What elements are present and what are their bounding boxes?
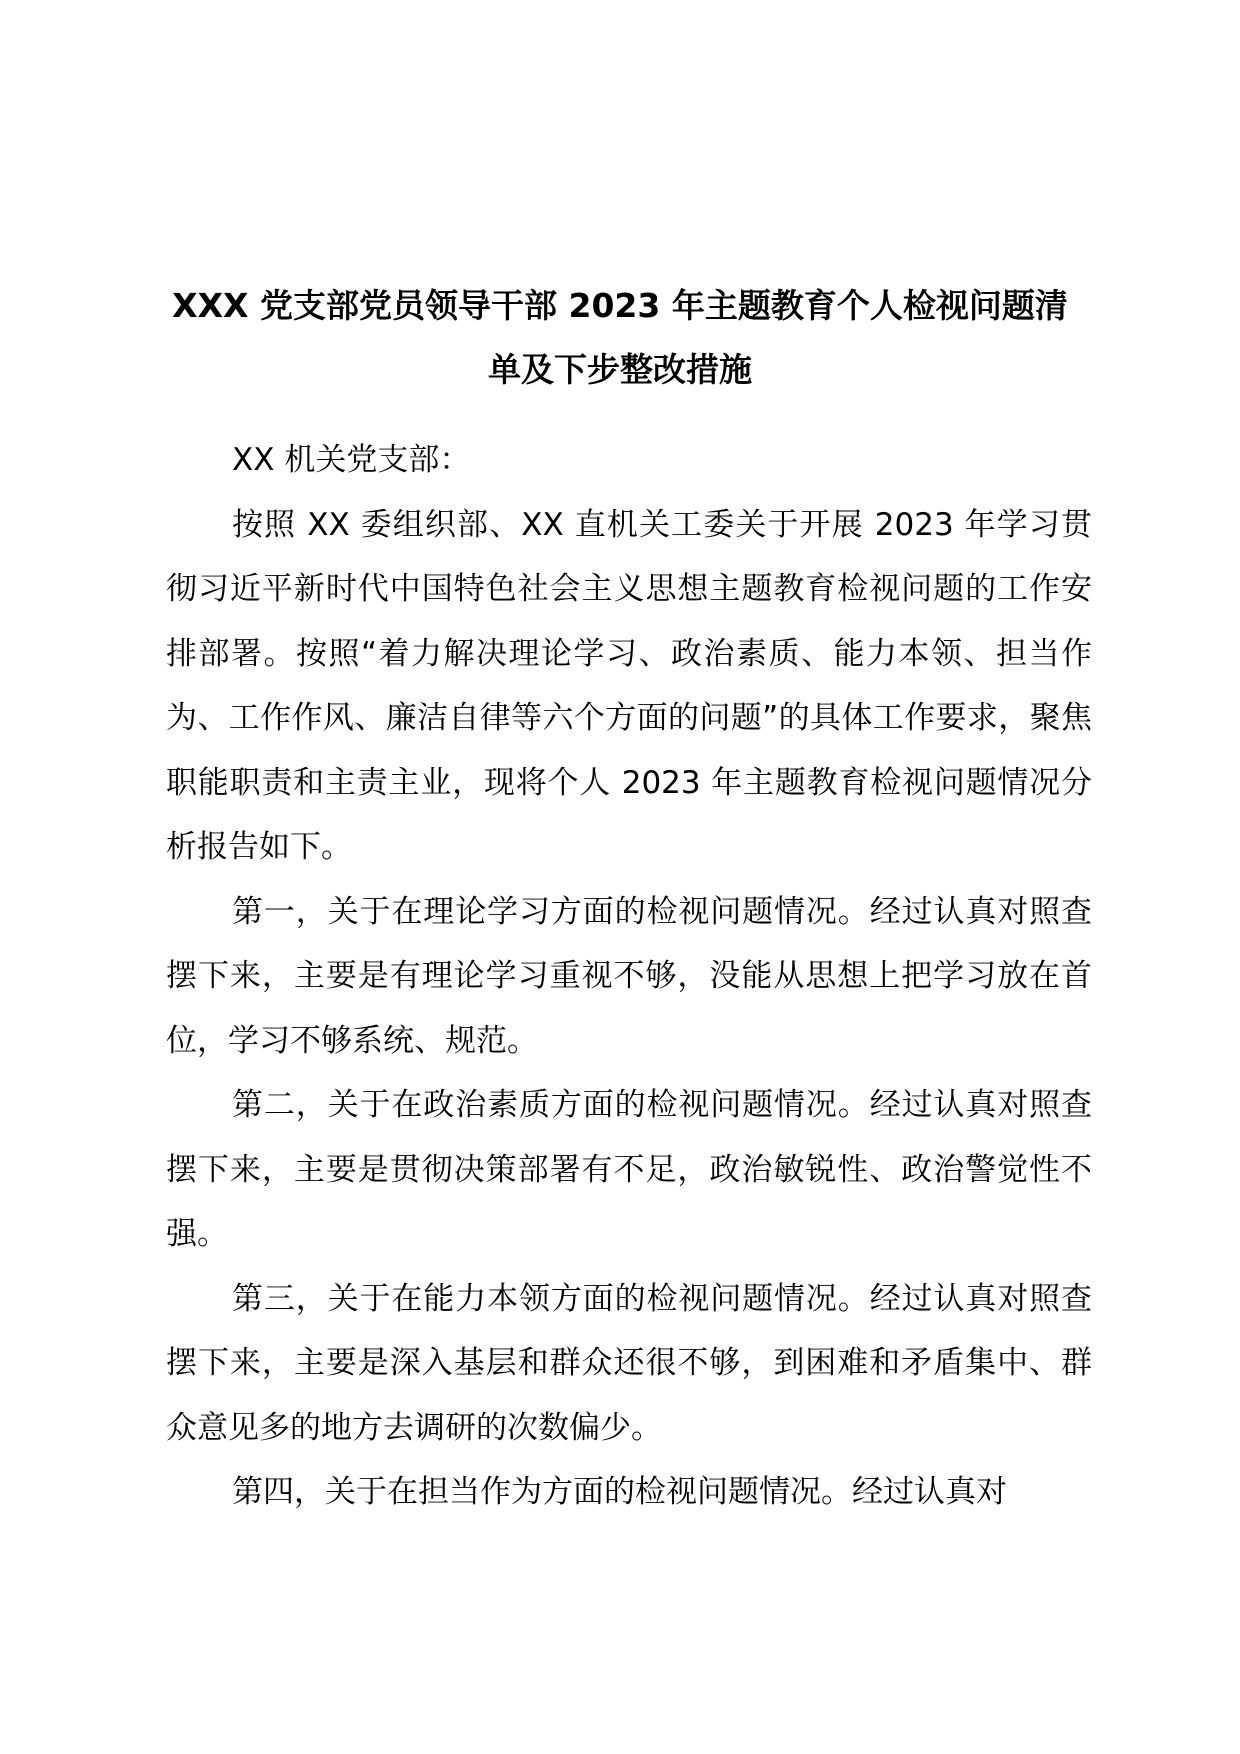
paragraph-intro: 按照 XX 委组织部、XX 直机关工委关于开展 2023 年学习贯彻习近平新时代中国特色社会主义思想主题教育检视问题的工作安排部署。按照“着力解决理论学习、政治素质、能力本领、担当作为、工作作风、廉洁自律等六个方面的问题”的具体工作要求，聚焦职能职责和主责主业，现将个人 2023 年主题教育检视问题情况分析报告如下。 [166,506,1092,865]
paragraph-ability: 第三，关于在能力本领方面的检视问题情况。经过认真对照查摆下来，主要是深入基层和群众还很不够，到困难和矛盾集中、群众意见多的地方去调研的次数偏少。 [166,1280,1092,1446]
document-title-line-2: 单及下步整改措施 [488,350,752,389]
document-title [150,274,1090,402]
paragraph-theory-study: 第一，关于在理论学习方面的检视问题情况。经过认真对照查摆下来，主要是有理论学习重视不够，没能从思想上把学习放在首位，学习不够系统、规范。 [166,893,1092,1059]
paragraph-political-quality: 第二，关于在政治素质方面的检视问题情况。经过认真对照查摆下来，主要是贯彻决策部署有不足，政治敏锐性、政治警觉性不强。 [166,1087,1092,1252]
document-title-line-1: XXX 党支部党员领导干部 2023 年主题教育个人检视问题清 [172,286,1068,325]
salutation: XX 机关党支部： [232,442,471,478]
paragraph-responsibility: 第四，关于在担当作为方面的检视问题情况。经过认真对 [232,1474,1007,1510]
document-body [166,428,1092,1525]
